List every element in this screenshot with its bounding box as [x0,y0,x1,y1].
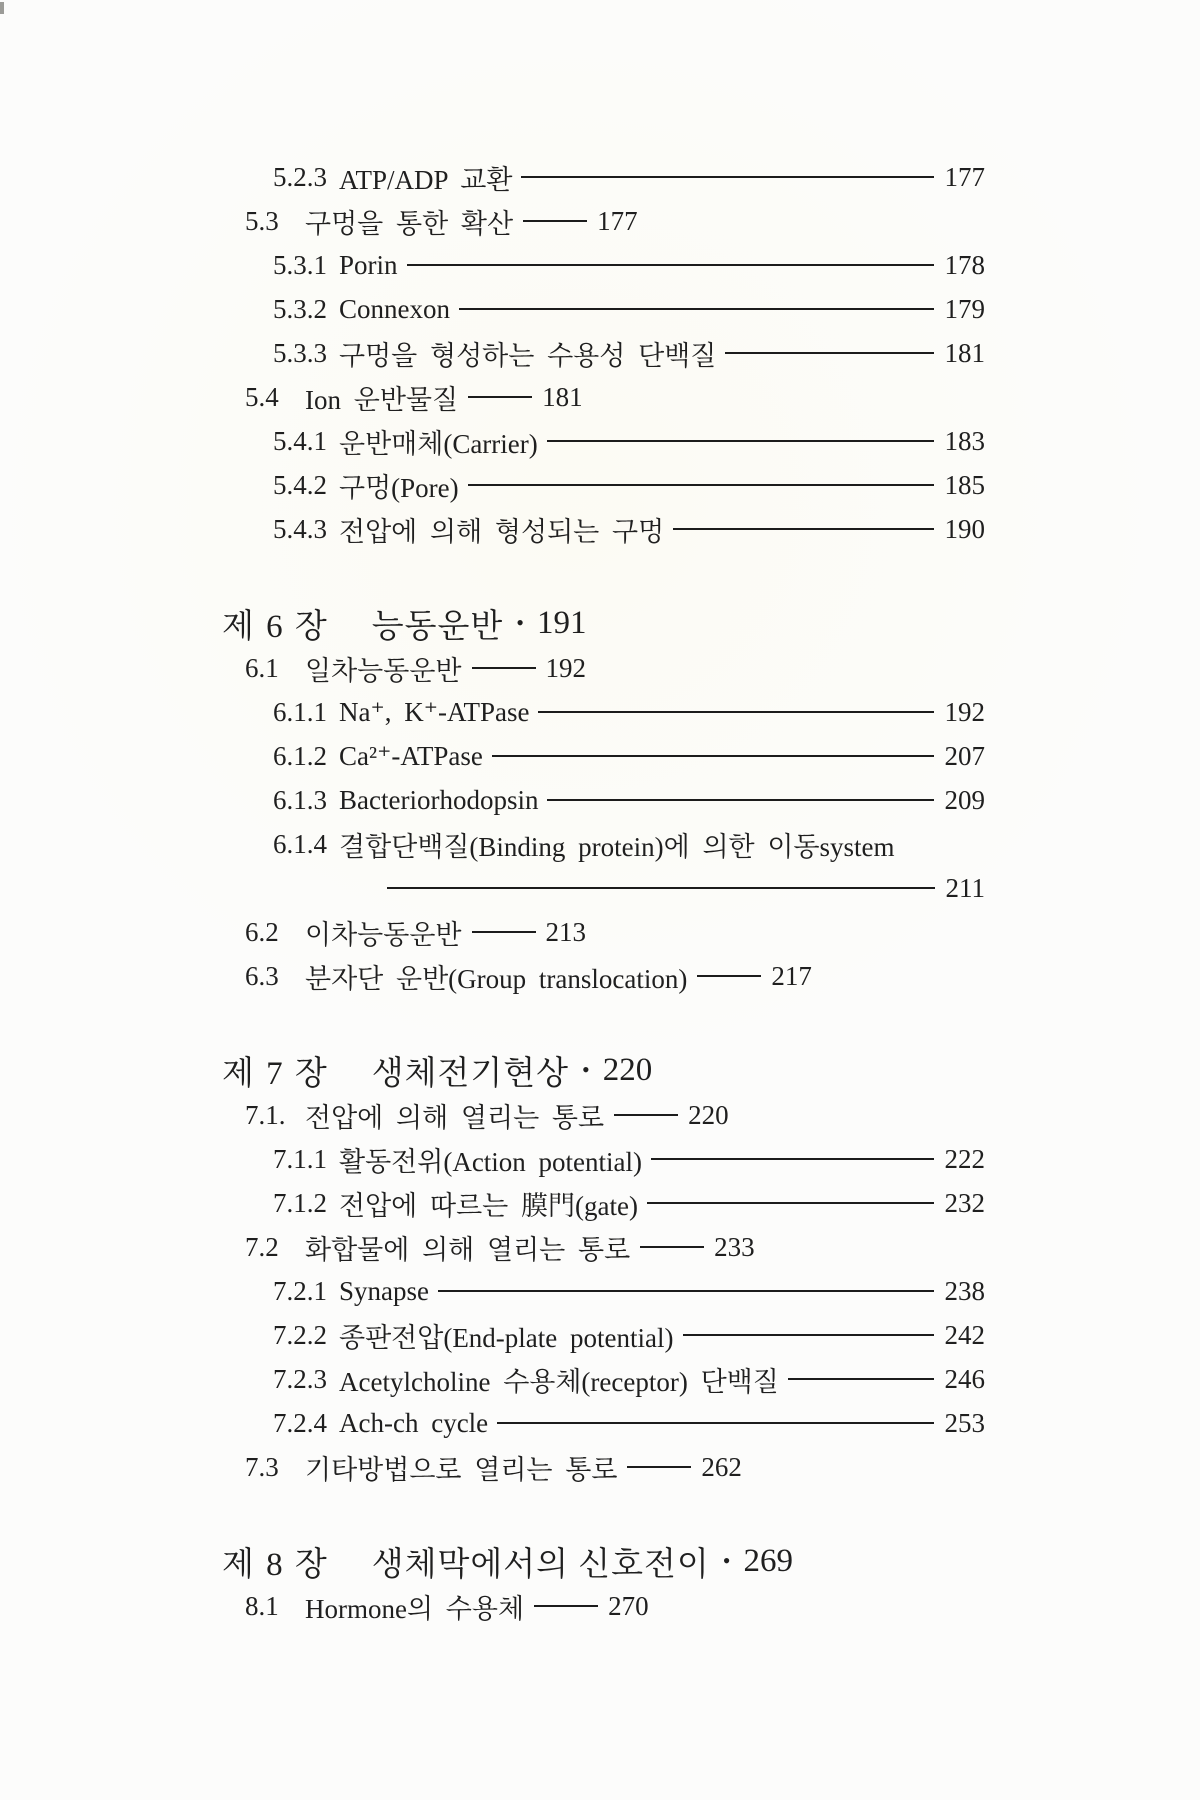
chapter-label: 제 7 장 [222,1055,327,1092]
toc-entry [0,910,1200,954]
entry-number: 7.2.3 [273,1363,327,1394]
leader-line [521,176,933,178]
entry-title: 화합물에 의해 열리는 통로 [305,1234,631,1265]
entry-number: 6.1.2 [273,740,327,771]
entry-number: 7.2.2 [273,1319,327,1350]
toc-entry [0,375,1200,419]
entry-page-number: 177 [597,205,638,236]
entry-page-number: 246 [944,1363,985,1394]
entry-page-number: 262 [701,1451,742,1482]
entry-page-number: 233 [714,1231,755,1262]
entry-page-number: 253 [944,1407,985,1438]
leader-dash [697,975,761,978]
toc-chapter-heading [0,1538,1200,1584]
entry-number: 5.3 [245,205,279,236]
entry-title: ATP/ADP 교환 [339,164,513,195]
toc-entry [0,778,1200,822]
entry-number: 7.2 [245,1231,279,1262]
toc-entry [0,1401,1200,1445]
toc-entry [0,734,1200,778]
entry-title: Synapse [339,1275,429,1306]
chapter-page-number: 220 [602,1051,653,1088]
toc-entry [0,243,1200,287]
toc-entry [0,1093,1200,1137]
entry-page-number: 238 [944,1275,985,1306]
entry-title: Acetylcholine 수용체(receptor) 단백질 [339,1366,779,1397]
entry-page-number: 213 [545,916,586,947]
leader-line [547,799,933,801]
scan-artifact [0,2,4,14]
entry-title: 전압에 따르는 膜門(gate) [339,1190,638,1221]
entry-title: Na⁺, K⁺-ATPase [339,696,530,727]
entry-page-number: 192 [545,652,586,683]
toc-entry [0,1181,1200,1225]
entry-title: 활동전위(Action potential) [339,1146,643,1177]
toc-chapter-heading [0,1047,1200,1093]
entry-title: 기타방법으로 열리는 통로 [305,1454,618,1485]
leader-line [407,264,934,266]
toc-entry [0,954,1200,998]
entry-number: 5.3.2 [273,293,327,324]
leader-line [647,1202,934,1204]
entry-title: 결합단백질(Binding protein)에 의한 이동system [339,831,895,862]
entry-number: 7.1.1 [273,1143,327,1174]
toc-entry [0,1137,1200,1181]
entry-number: 5.2.3 [273,161,327,192]
entry-number: 7.2.4 [273,1407,327,1438]
leader-dash [468,396,532,399]
entry-title: 구멍을 형성하는 수용성 단백질 [339,340,717,371]
leader-dash [614,1114,678,1117]
chapter-page-number: 191 [536,604,587,641]
leader-line [651,1158,933,1160]
entry-title: Ca²⁺-ATPase [339,740,483,771]
leader-line [459,308,934,310]
toc-entry [0,507,1200,551]
entry-page-number: 217 [771,960,812,991]
entry-number: 6.1 [245,652,279,683]
entry-page-number: 177 [944,161,985,192]
leader-dash [534,1605,598,1608]
entry-title: 종판전압(End-plate potential) [339,1322,674,1353]
leader-line [788,1378,934,1380]
chapter-label: 제 8 장 [222,1546,327,1583]
toc-entry-continuation [0,866,1200,910]
leader-dash [523,220,587,223]
leader-dash [472,667,536,670]
leader-dash [640,1246,704,1249]
entry-number: 6.3 [245,960,279,991]
entry-number: 6.1.1 [273,696,327,727]
entry-number: 7.1.2 [273,1187,327,1218]
entry-number: 5.3.1 [273,249,327,280]
entry-page-number: 211 [945,872,985,903]
toc-entry [0,1225,1200,1269]
chapter-bullet-icon: • [722,1548,731,1573]
entry-number: 5.4.1 [273,425,327,456]
entry-number: 7.3 [245,1451,279,1482]
entry-title: Hormone의 수용체 [305,1593,525,1624]
entry-page-number: 183 [944,425,985,456]
leader-line [438,1290,934,1292]
toc-entry [0,419,1200,463]
entry-number: 7.1. [245,1099,286,1130]
entry-page-number: 220 [688,1099,729,1130]
entry-title: 전압에 의해 형성되는 구멍 [339,516,665,547]
toc-entry [0,1357,1200,1401]
entry-page-number: 209 [944,784,985,815]
entry-title: 구멍(Pore) [339,472,459,503]
chapter-title: 생체전기현상 [371,1055,570,1092]
entry-number: 6.1.4 [273,828,327,859]
leader-line [468,484,934,486]
entry-number: 7.2.1 [273,1275,327,1306]
entry-number: 5.4 [245,381,279,412]
entry-title: 이차능동운반 [305,919,462,950]
entry-page-number: 222 [944,1143,985,1174]
toc-list [0,155,1200,1628]
chapter-title: 능동운반 [371,608,504,645]
leader-line [538,711,933,713]
entry-number: 8.1 [245,1590,279,1621]
leader-line [387,887,935,889]
chapter-bullet-icon: • [516,610,524,635]
toc-entry [0,463,1200,507]
toc-entry [0,1445,1200,1489]
entry-number: 5.4.2 [273,469,327,500]
entry-page-number: 185 [944,469,985,500]
toc-chapter-heading [0,600,1200,646]
entry-page-number: 181 [944,337,985,368]
leader-line [673,528,933,530]
entry-title: Bacteriorhodopsin [339,784,539,815]
toc-entry [0,822,1200,866]
toc-entry [0,1313,1200,1357]
toc-entry [0,155,1200,199]
chapter-title: 생체막에서의 신호전이 [371,1546,710,1583]
entry-page-number: 179 [944,293,985,324]
entry-title: 운반매체(Carrier) [339,428,538,459]
leader-line [725,352,933,354]
leader-line [497,1422,933,1424]
leader-dash [472,931,536,934]
entry-page-number: 270 [608,1590,649,1621]
entry-title: 전압에 의해 열리는 통로 [305,1102,605,1133]
entry-title: 분자단 운반(Group translocation) [305,963,688,994]
leader-line [492,755,934,757]
entry-number: 5.4.3 [273,513,327,544]
entry-title: Ach-ch cycle [339,1407,489,1438]
entry-title: 구멍을 통한 확산 [305,208,514,239]
entry-page-number: 192 [944,696,985,727]
toc-entry [0,331,1200,375]
entry-page-number: 207 [944,740,985,771]
entry-page-number: 242 [944,1319,985,1350]
entry-page-number: 190 [944,513,985,544]
entry-title: Porin [339,249,398,280]
chapter-page-number: 269 [743,1542,793,1579]
entry-number: 6.2 [245,916,279,947]
entry-title: Ion 운반물질 [305,384,459,415]
entry-title: 일차능동운반 [305,655,462,686]
toc-entry [0,646,1200,690]
entry-number: 6.1.3 [273,784,327,815]
chapter-bullet-icon: • [582,1057,590,1082]
leader-line [683,1334,934,1336]
entry-page-number: 178 [944,249,985,280]
toc-entry [0,199,1200,243]
entry-page-number: 181 [542,381,583,412]
leader-dash [627,1466,691,1469]
toc-entry [0,1584,1200,1628]
toc-entry [0,690,1200,734]
entry-title: Connexon [339,293,450,324]
toc-entry [0,287,1200,331]
toc-entry [0,1269,1200,1313]
entry-number: 5.3.3 [273,337,327,368]
entry-page-number: 232 [944,1187,985,1218]
chapter-label: 제 6 장 [222,608,327,645]
leader-line [547,440,934,442]
